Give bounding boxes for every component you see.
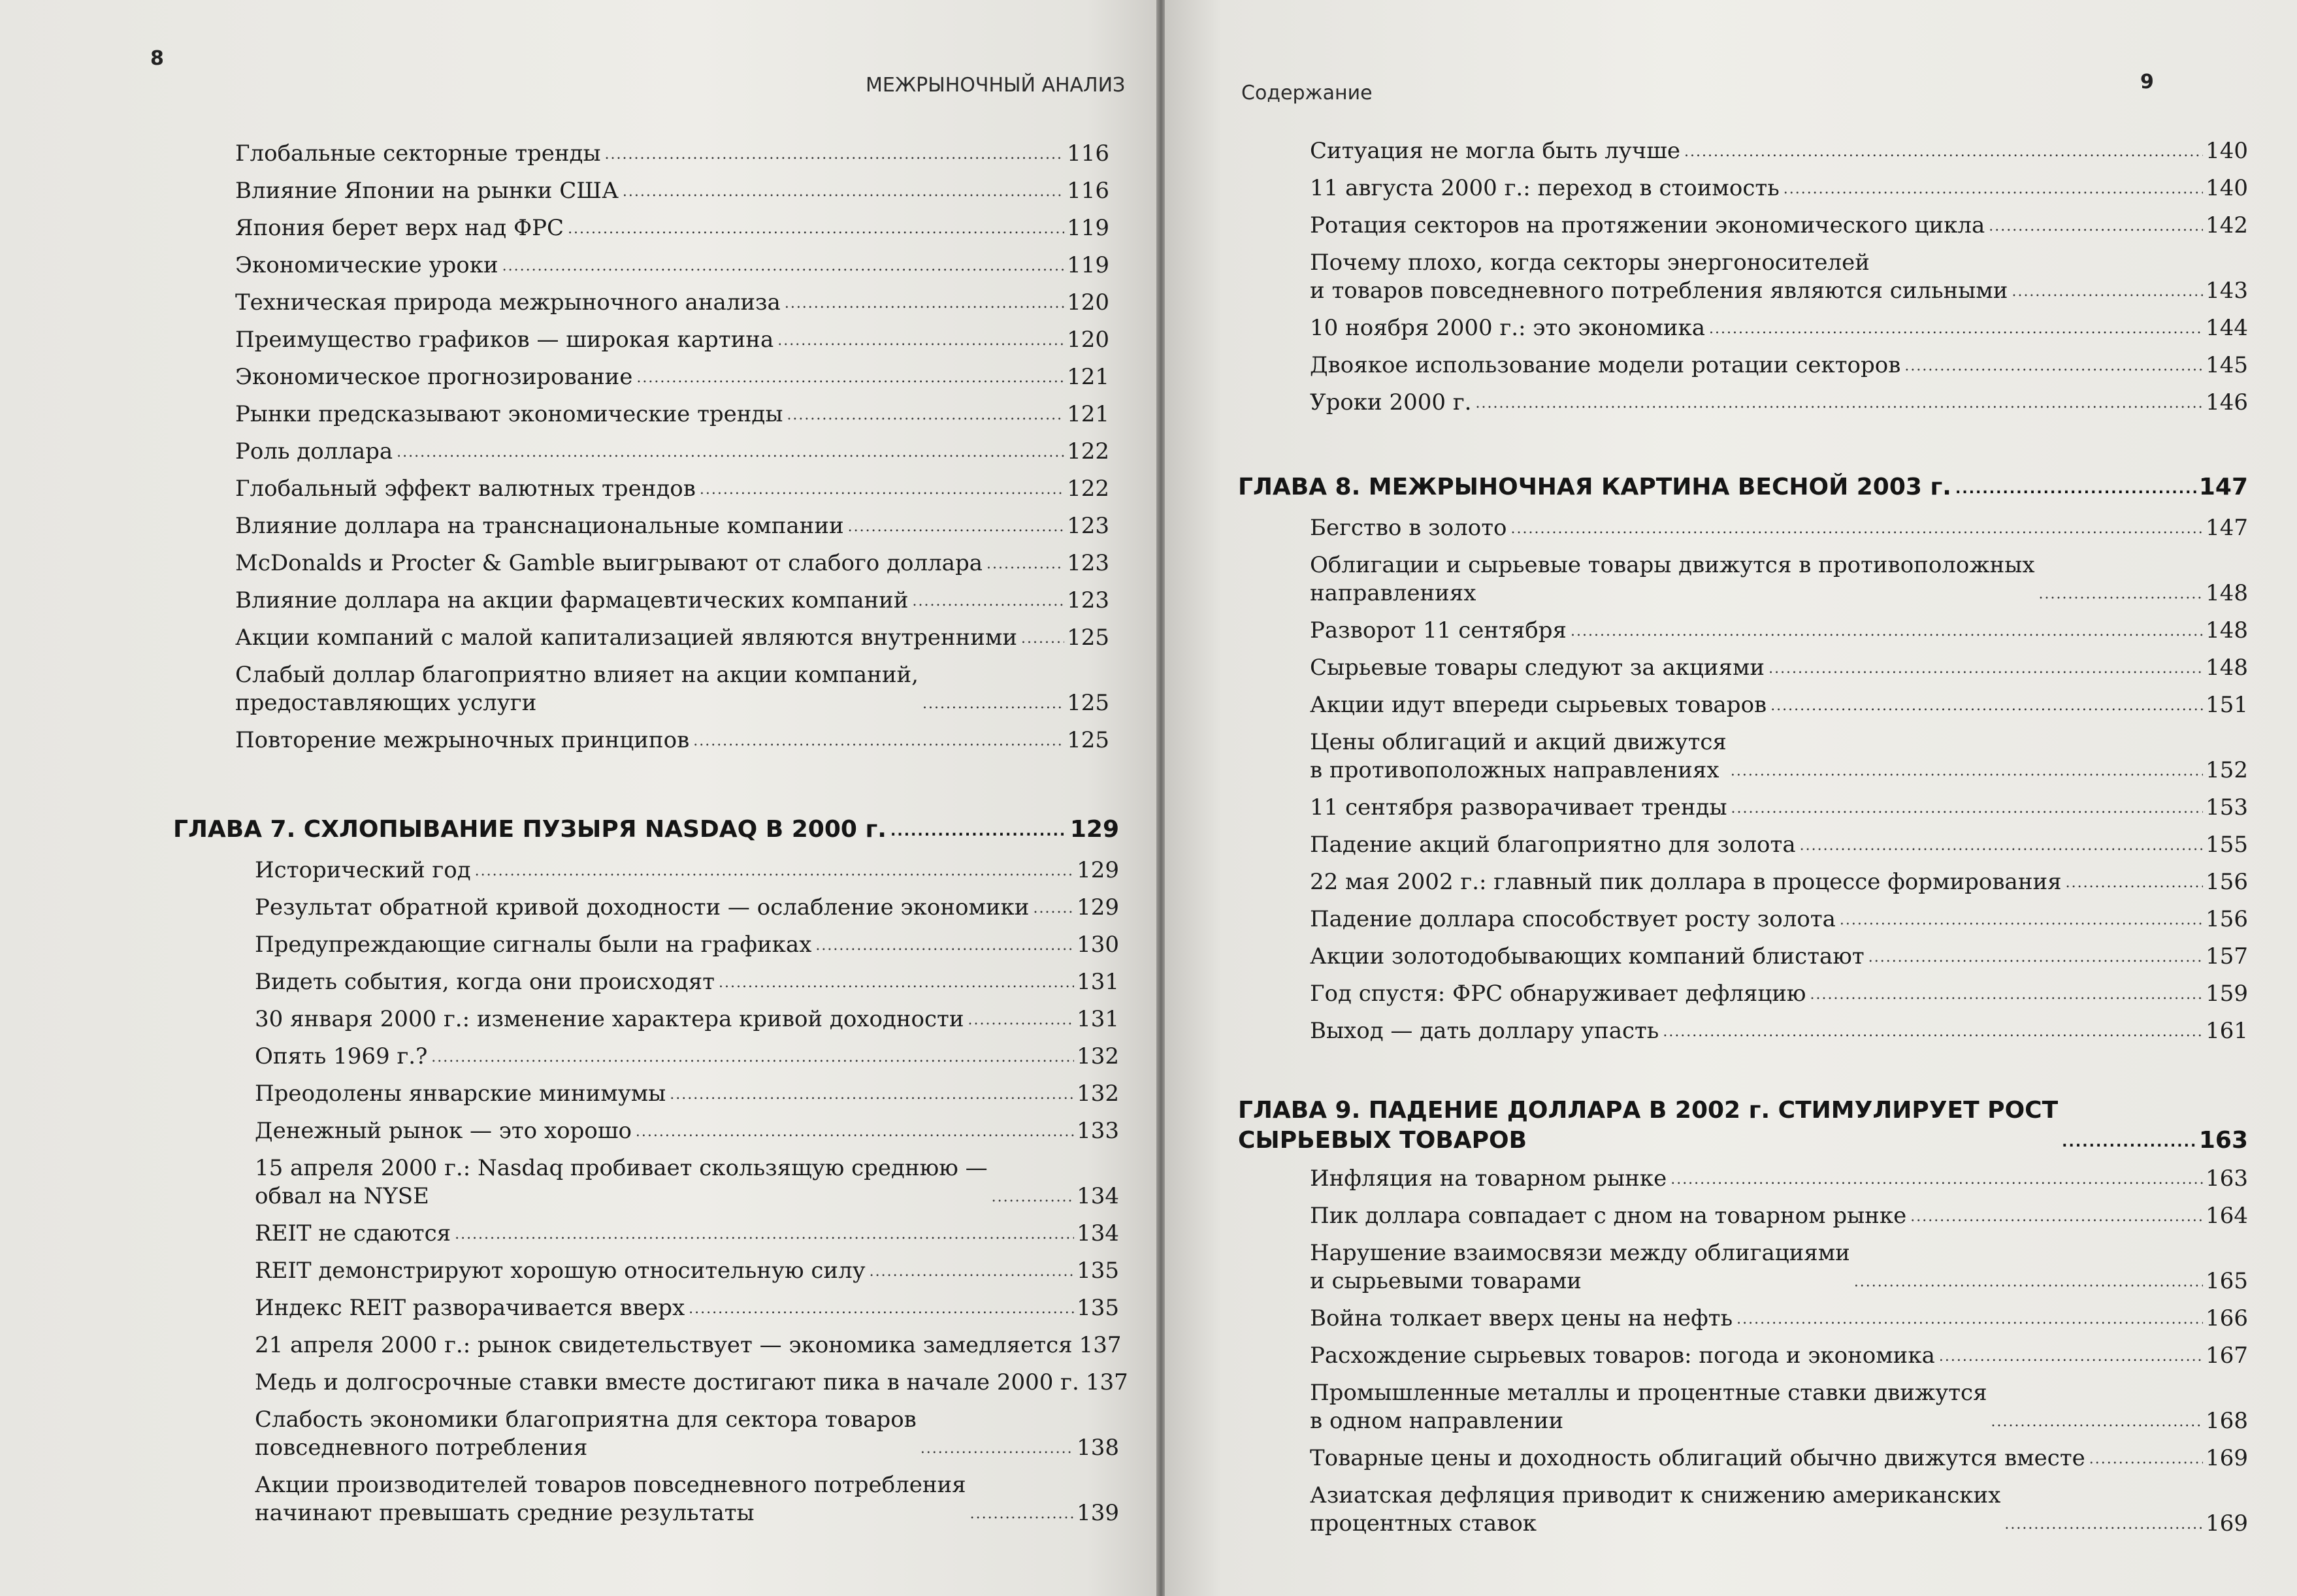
dot-leader [1511,522,2204,536]
toc-entry-title: Акции золотодобывающих компаний блистают [1310,943,1865,969]
toc-entry[interactable] [255,1108,1119,1145]
toc-entry-title: Япония берет верх над ФРС [235,215,564,241]
toc-entry-title [255,1154,988,1211]
toc-entry-title: Преодолены январские минимумы [255,1081,666,1107]
toc-entry[interactable] [1310,682,2248,719]
running-head-right: Содержание [1241,82,1373,105]
toc-entry-page-number: 130 [1077,932,1119,958]
toc-entry-page-number: 164 [2206,1203,2248,1229]
running-head-left: МЕЖРЫНОЧНЫЙ АНАЛИЗ [866,74,1126,97]
toc-entry-title: Разворот 11 сентября [1310,617,1567,643]
toc-entry[interactable] [235,503,1109,540]
toc-entry[interactable] [1310,822,2248,859]
dot-leader [815,939,1074,953]
dot-leader [890,824,1067,839]
dot-leader [1736,1312,2203,1327]
toc-entry-page-number: 144 [2206,315,2248,341]
dot-leader [2062,1135,2196,1150]
toc-entry-page-number: 140 [2206,175,2248,201]
dot-leader [1021,632,1064,646]
chapter-page-number: 163 [2198,1127,2248,1154]
toc-entry-title: Бегство в золото [1310,515,1507,541]
toc-entry[interactable] [255,1285,1119,1322]
toc-entry-title: Преимущество графиков — широкая картина [235,327,774,353]
chapter-title-line-2: СЫРЬЕВЫХ ТОВАРОВ [1238,1127,1527,1154]
page-number-left: 8 [150,47,164,70]
toc-entry[interactable] [235,466,1109,503]
toc-entry[interactable] [1310,1370,2248,1435]
dot-leader [870,1265,1074,1279]
dot-leader [2066,876,2204,890]
toc-entry-page-number: 120 [1067,327,1109,353]
toc-entry-page-number: 163 [2206,1165,2248,1192]
dot-leader [636,371,1064,385]
dot-leader [693,734,1064,749]
toc-entry-title: Падение доллара способствует росту золота [1310,906,1836,932]
toc-entry-page-number: 135 [1077,1258,1119,1284]
chapter-heading-8[interactable] [1238,472,2248,502]
chapter-title-line-1: ГЛАВА 9. ПАДЕНИЕ ДОЛЛАРА В 2002 г. СТИМУЛИРУЕТ РОСТ [1238,1097,2059,1124]
toc-entry-title-line-1: Слабость экономики благоприятна для сектора товаров [255,1407,917,1433]
page-number-right: 9 [2140,71,2154,93]
dot-leader [920,1442,1074,1456]
toc-entry-title: Глобальные секторные тренды [235,140,601,167]
dot-leader [848,520,1064,534]
toc-entry[interactable] [235,578,1109,615]
dot-leader [475,864,1074,879]
chapter-title: ГЛАВА 7. СХЛОПЫВАНИЕ ПУЗЫРЯ NASDAQ В 2000 г. [173,816,887,843]
toc-entry[interactable] [255,996,1119,1034]
toc-entry[interactable] [255,1397,1119,1462]
toc-entry[interactable] [1310,542,2248,608]
toc-entry-title-line-2: начинают превышать средние результаты [255,1500,755,1526]
toc-entry[interactable] [235,652,1109,717]
toc-entry-page-number: 153 [2206,794,2248,821]
toc-entry-page-number: 132 [1077,1081,1119,1107]
toc-entry-title-line-2: процентных ставок [1310,1510,1537,1537]
toc-entry-page-number: 119 [1067,215,1109,241]
toc-entry[interactable] [1310,1156,2248,1193]
toc-entry-title-line-2: в одном направлении [1310,1408,1564,1434]
toc-entry-page-number: 135 [1077,1295,1119,1321]
dot-leader [1955,482,2196,497]
chapter-heading-7[interactable] [173,815,1119,845]
toc-entry[interactable] [1310,305,2248,342]
toc-entry[interactable] [235,205,1109,242]
toc-entry-page-number: 131 [1077,1006,1119,1032]
toc-list-right-top [1310,128,2248,417]
toc-entry-page-number: 140 [2206,138,2248,164]
toc-entry-title: Акции компаний с малой капитализацией являются внутренними [235,625,1018,651]
toc-entry[interactable] [235,391,1109,429]
toc-entry-page-number: 157 [2206,943,2248,969]
toc-entry[interactable] [1310,128,2248,165]
toc-entry-title [1310,551,2035,608]
toc-entry-title: 30 января 2000 г.: изменение характера кривой доходности [255,1006,964,1032]
toc-entry-title-line-2: в противоположных направлениях [1310,757,1719,783]
toc-entry[interactable] [1310,719,2248,785]
toc-entry[interactable] [1310,645,2248,682]
toc-entry-title: 21 апреля 2000 г.: рынок свидетельствует — экономика замедляется [255,1332,1073,1358]
toc-entry-title: Опять 1969 г.? [255,1043,428,1069]
toc-entry-page-number: 129 [1077,894,1119,920]
toc-entry-title: Ситуация не могла быть лучше [1310,138,1681,164]
toc-entry-title: 10 ноября 2000 г.: это экономика [1310,315,1706,341]
toc-entry-page-number: 167 [2206,1343,2248,1369]
toc-entry-page-number: 145 [2206,352,2248,378]
toc-entry-title: Индекс REIT разворачивается вверх [255,1295,685,1321]
toc-entry-title: Влияние доллара на акции фармацевтических компаний [235,587,909,613]
toc-list-chapter-8 [1310,505,2248,1045]
toc-entry[interactable] [1310,505,2248,542]
toc-entry-title: Сырьевые товары следуют за акциями [1310,655,1765,681]
toc-entry-title: Война толкает вверх цены на нефть [1310,1305,1733,1331]
toc-entry-title: Экономическое прогнозирование [235,364,633,390]
toc-entry[interactable] [1310,1435,2248,1473]
toc-entry[interactable] [235,429,1109,466]
dot-leader [777,334,1064,348]
toc-entry-title: Товарные цены и доходность облигаций обычно движутся вместе [1310,1445,2085,1471]
toc-entry-title: Предупреждающие сигналы были на графиках [255,932,812,958]
toc-entry-page-number: 151 [2206,692,2248,718]
chapter-page-number: 129 [1069,816,1119,843]
dot-leader [1709,322,2203,336]
dot-leader [670,1088,1074,1102]
toc-entry-title: Падение акций благоприятно для золота [1310,832,1796,858]
dot-leader [1731,764,2203,779]
toc-entry-title-line-1: Азиатская дефляция приводит к снижению американских [1310,1482,2001,1508]
toc-entry[interactable] [1310,342,2248,380]
toc-entry-title-line-1: Цены облигаций и акций движутся [1310,729,1727,755]
toc-entry[interactable] [235,615,1109,652]
toc-entry-title-line-2: направлениях [1310,580,1476,606]
toc-entry-page-number: 169 [2206,1510,2248,1537]
dot-leader [968,1013,1075,1028]
toc-entry-title-line-2: и сырьевыми товарами [1310,1268,1582,1294]
toc-entry-title: REIT не сдаются [255,1220,451,1246]
toc-entry-title: Год спустя: ФРС обнаруживает дефляцию [1310,981,1806,1007]
toc-entry-title-line-1: Облигации и сырьевые товары движутся в противоположных [1310,552,2035,578]
toc-entry-title-line-1: Промышленные металлы и процентные ставки движутся [1310,1380,1987,1406]
toc-entry-page-number: 166 [2206,1305,2248,1331]
toc-entry-title: Ротация секторов на протяжении экономического цикла [1310,212,1985,238]
toc-entry-title-line-1: 15 апреля 2000 г.: Nasdaq пробивает скользящую среднюю — [255,1155,988,1181]
toc-entry-title [255,1406,917,1462]
toc-entry-title-line-2: и товаров повседневного потребления являются сильными [1310,278,2008,304]
toc-entry[interactable] [255,1322,1122,1360]
toc-entry-page-number: 123 [1067,550,1109,576]
toc-entry[interactable] [255,885,1119,922]
toc-entry-page-number: 133 [1077,1118,1119,1144]
toc-entry-title: Роль доллара [235,438,393,464]
dot-leader [502,259,1064,274]
toc-entry-page-number: 121 [1067,364,1109,390]
toc-entry[interactable] [235,540,1109,578]
toc-list-chapter-9 [1310,1156,2248,1538]
toc-entry[interactable] [1310,203,2248,240]
toc-entry-page-number: 131 [1077,969,1119,995]
toc-entry-page-number: 138 [1077,1435,1119,1461]
toc-entry-title: Денежный рынок — это хорошо [255,1118,632,1144]
toc-entry-page-number: 125 [1067,727,1109,753]
dot-leader [992,1190,1074,1205]
dot-leader [1910,1210,2203,1224]
toc-entry-title: Выход — дать доллару упасть [1310,1018,1659,1044]
toc-entry-title: Глобальный эффект валютных трендов [235,476,696,502]
toc-entry[interactable] [255,1462,1119,1527]
toc-entry[interactable] [1310,165,2248,203]
toc-entry[interactable] [1310,608,2248,645]
toc-entry-page-number: 147 [2206,515,2248,541]
toc-entry-page-number: 123 [1067,587,1109,613]
toc-entry-page-number: 121 [1067,401,1109,427]
chapter-title [1238,1096,2058,1156]
dot-leader [1475,397,2203,411]
toc-entry-title: Пик доллара совпадает с дном на товарном рынке [1310,1203,1907,1229]
toc-entry[interactable] [235,317,1109,354]
dot-leader [605,148,1065,162]
dot-leader [431,1050,1074,1065]
toc-entry-title: Двоякое использование модели ротации секторов [1310,352,1901,378]
toc-entry-page-number: 122 [1067,438,1109,464]
toc-entry[interactable] [235,131,1109,168]
toc-entry[interactable] [255,847,1119,885]
dot-leader [785,297,1064,311]
toc-entry-title: Рынки предсказывают экономические тренды [235,401,783,427]
toc-entry[interactable] [1310,896,2248,934]
toc-entry-title-line-1: Почему плохо, когда секторы энергоносителей [1310,250,1870,276]
toc-entry-title: Инфляция на товарном рынке [1310,1165,1667,1192]
dot-leader [1784,182,2203,197]
toc-entry[interactable] [255,1211,1119,1248]
dot-leader [1840,913,2203,928]
dot-leader [1684,145,2203,159]
toc-entry[interactable] [235,354,1109,391]
toc-entry-title: Повторение межрыночных принципов [235,727,690,753]
toc-entry-page-number: 134 [1077,1183,1119,1209]
toc-entry[interactable] [255,1145,1119,1211]
toc-entry-title: 11 сентября разворачивает тренды [1310,794,1727,821]
toc-entry-page-number: 116 [1067,140,1109,167]
toc-entry-title-line-1: Акции производителей товаров повседневного потребления [255,1472,966,1498]
toc-entry[interactable] [235,717,1109,755]
dot-leader [1904,359,2203,374]
toc-entry-page-number: 155 [2206,832,2248,858]
dot-leader [922,697,1064,711]
toc-entry[interactable] [1310,380,2248,417]
dot-leader [1770,699,2203,713]
toc-entry-page-number: 125 [1067,690,1109,716]
dot-leader [1810,988,2204,1002]
toc-entry-title-line-1: Нарушение взаимосвязи между облигациями [1310,1240,1850,1266]
toc-entry[interactable] [255,1034,1119,1071]
toc-entry-title [1310,1239,1850,1295]
dot-leader [623,185,1064,199]
toc-entry-title: Техническая природа межрыночного анализа [235,289,781,316]
toc-entry-title [1310,728,1727,785]
dot-leader [970,1507,1074,1522]
dot-leader [787,408,1064,423]
toc-entry[interactable] [1310,1193,2248,1230]
toc-entry-page-number: 143 [2206,278,2248,304]
dot-leader [1991,1415,2204,1429]
dot-leader [1033,902,1074,916]
toc-entry[interactable] [235,168,1109,205]
dot-leader [1663,1025,2203,1039]
toc-entry-page-number: 169 [2206,1445,2248,1471]
toc-entry-title: Медь и долгосрочные ставки вместе достигают пика в начале 2000 г. [255,1369,1079,1395]
toc-entry-page-number: 125 [1067,625,1109,651]
dot-leader [397,446,1064,460]
dot-leader [1768,662,2203,676]
toc-entry-page-number: 122 [1067,476,1109,502]
toc-entry-page-number: 168 [2206,1408,2248,1434]
toc-entry[interactable] [1310,240,2248,305]
chapter-title: ГЛАВА 8. МЕЖРЫНОЧНАЯ КАРТИНА ВЕСНОЙ 2003 г. [1238,474,1951,500]
toc-entry[interactable] [235,280,1109,317]
dot-leader [719,976,1074,990]
toc-entry-page-number: 159 [2206,981,2248,1007]
dot-leader [689,1302,1074,1316]
dot-leader [2004,1518,2203,1532]
toc-entry-title: Уроки 2000 г. [1310,389,1472,415]
dot-leader [1939,1350,2203,1364]
toc-entry-page-number: 129 [1077,857,1119,883]
toc-entry-title-line-2: предоставляющих услуги [235,690,537,716]
dot-leader [455,1228,1074,1242]
toc-entry-page-number: 137 [1085,1369,1128,1395]
toc-entry-page-number: 148 [2206,580,2248,606]
dot-leader [986,557,1064,572]
dot-leader [1670,1173,2203,1187]
chapter-heading-9[interactable] [1238,1096,2248,1156]
toc-entry-page-number: 120 [1067,289,1109,316]
toc-entry-page-number: 119 [1067,252,1109,278]
toc-entry-title: Расхождение сырьевых товаров: погода и экономика [1310,1343,1935,1369]
toc-entry[interactable] [1310,1008,2248,1045]
toc-entry-title: Экономические уроки [235,252,498,278]
toc-entry[interactable] [255,1071,1119,1108]
toc-entry-title: Исторический год [255,857,471,883]
toc-list-chapter-7 [255,847,1128,1527]
book-gutter [1156,0,1165,1596]
toc-entry-title-line-1: Слабый доллар благоприятно влияет на акции компаний, [235,662,919,688]
dot-leader [1854,1275,2203,1290]
toc-entry[interactable] [1310,934,2248,971]
dot-leader [1868,951,2203,965]
toc-entry-page-number: 123 [1067,513,1109,539]
toc-entry-title: Результат обратной кривой доходности — ослабление экономики [255,894,1030,920]
toc-entry[interactable] [255,959,1119,996]
toc-entry[interactable] [255,1248,1119,1285]
toc-entry[interactable] [1310,971,2248,1008]
toc-entry-page-number: 148 [2206,655,2248,681]
toc-entry[interactable] [1310,785,2248,822]
toc-entry[interactable] [1310,859,2248,896]
toc-entry-title [1310,249,2008,305]
chapter-page-number: 147 [2198,474,2248,500]
toc-entry-title: Акции идут впереди сырьевых товаров [1310,692,1767,718]
toc-entry[interactable] [1310,1230,2248,1295]
toc-entry-title: REIT демонстрируют хорошую относительную силу [255,1258,866,1284]
dot-leader [2012,285,2203,299]
toc-entry[interactable] [1310,1295,2248,1333]
dot-leader [1731,802,2204,816]
toc-entry-title: 11 августа 2000 г.: переход в стоимость [1310,175,1780,201]
toc-entry[interactable] [1310,1333,2248,1370]
dot-leader [1989,220,2203,234]
toc-entry-title [1310,1379,1987,1435]
toc-entry-title [1310,1482,2000,1538]
toc-entry-page-number: 152 [2206,757,2248,783]
dot-leader [700,483,1064,497]
toc-entry-page-number: 161 [2206,1018,2248,1044]
toc-entry-title-line-2: обвал на NYSE [255,1183,429,1209]
dot-leader [1571,625,2203,639]
toc-entry-title [255,1471,966,1527]
toc-entry-page-number: 156 [2206,906,2248,932]
toc-entry-page-number: 116 [1067,178,1109,204]
dot-leader [913,594,1065,609]
toc-entry-page-number: 146 [2206,389,2248,415]
toc-entry-page-number: 132 [1077,1043,1119,1069]
toc-entry-page-number: 142 [2206,212,2248,238]
toc-entry-title: McDonalds и Procter & Gamble выигрывают от слабого доллара [235,550,983,576]
toc-entry-page-number: 137 [1079,1332,1122,1358]
dot-leader [568,222,1064,236]
toc-entry-title-line-2: повседневного потребления [255,1435,588,1461]
right-page [1165,0,2297,1596]
toc-entry-page-number: 148 [2206,617,2248,643]
toc-entry-title [235,661,919,717]
toc-list-left-top [235,131,1109,755]
toc-entry-title: Видеть события, когда они происходят [255,969,715,995]
dot-leader [1800,839,2203,853]
toc-entry-title: Влияние доллара на транснациональные компании [235,513,844,539]
dot-leader [2089,1452,2203,1467]
toc-entry-page-number: 156 [2206,869,2248,895]
toc-entry[interactable] [1310,1473,2248,1538]
toc-entry-page-number: 139 [1077,1500,1119,1526]
dot-leader [636,1125,1074,1139]
toc-entry-title: Влияние Японии на рынки США [235,178,619,204]
toc-entry-title: 22 мая 2002 г.: главный пик доллара в процессе формирования [1310,869,2062,895]
toc-entry[interactable] [235,242,1109,280]
toc-entry-page-number: 165 [2206,1268,2248,1294]
dot-leader [2039,587,2204,602]
toc-entry-page-number: 134 [1077,1220,1119,1246]
toc-entry[interactable] [255,1360,1128,1397]
toc-entry[interactable] [255,922,1119,959]
